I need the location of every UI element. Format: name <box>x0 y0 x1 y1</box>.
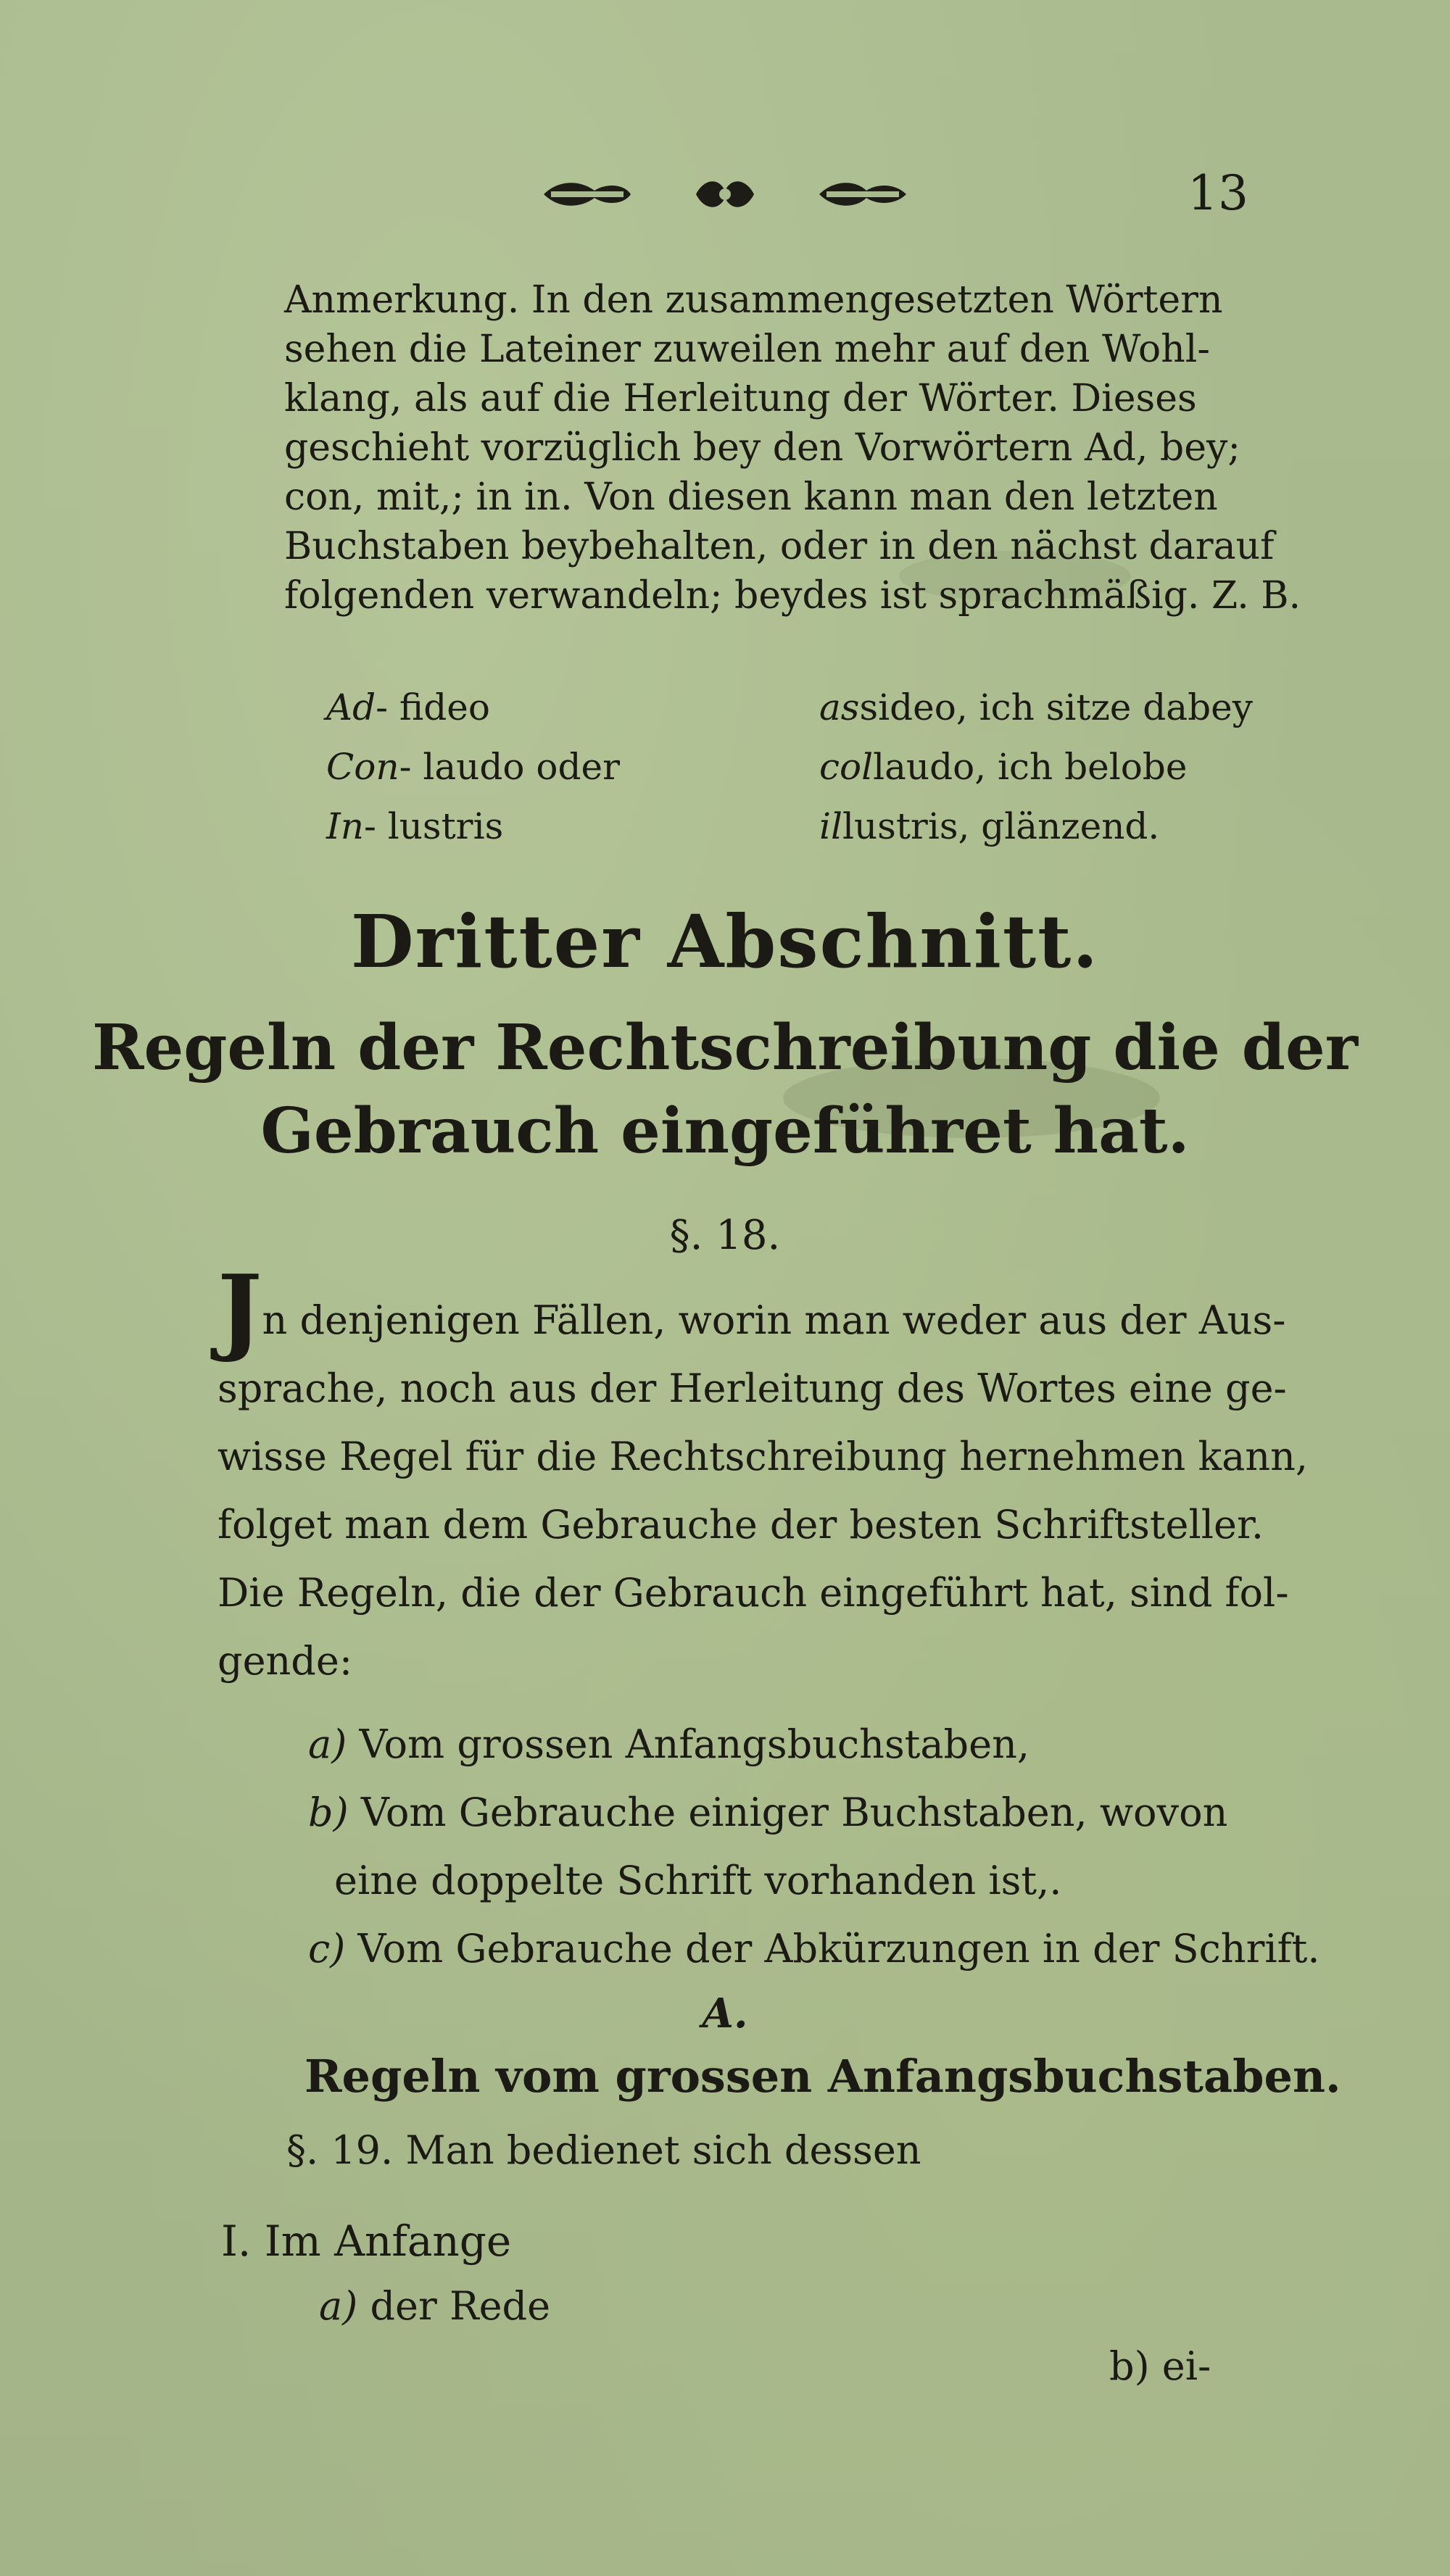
assimilated-prefix: col <box>819 746 874 788</box>
list-item <box>308 1779 1320 1847</box>
section-subtitle-line-2: Gebrauch eingeführet hat. <box>260 1094 1190 1168</box>
list-marker: c) <box>308 1926 346 1972</box>
body-line: wisse Regel für die Rechtschreibung hernehmen kann, <box>218 1434 1309 1479</box>
paragraph-number: §. 18. <box>669 1212 781 1259</box>
example-meaning: ich sitze dabey <box>979 686 1253 728</box>
roman-item: I. Im Anfange <box>221 2216 512 2266</box>
body-line: gende: <box>218 1638 353 1684</box>
note-line: klang, als auf die Herleitung der Wörter. Dieses <box>284 377 1197 420</box>
example-prefix: Con <box>326 746 399 788</box>
example-stem: - laudo <box>399 746 525 788</box>
note-line: geschieht vorzüglich bey den Vorwörtern Ad, bey; <box>284 426 1240 470</box>
sub-item-a <box>319 2283 550 2329</box>
example-row <box>326 797 1253 856</box>
page-number: 13 <box>1188 165 1248 221</box>
assimilated-rest: sideo, <box>859 686 968 728</box>
body-line: folget man dem Gebrauche der besten Schriftsteller. <box>218 1502 1264 1547</box>
list-item-text: Vom grossen Anfangsbuchstaben, <box>359 1721 1030 1767</box>
section-subtitle-line-1: Regeln der Rechtschreibung die der <box>92 1011 1358 1084</box>
example-row <box>326 678 1253 737</box>
assimilated-prefix: as <box>819 686 860 728</box>
body-line: sprache, noch aus der Herleitung des Wortes eine ge- <box>218 1366 1287 1411</box>
assimilation-examples <box>326 678 1253 856</box>
note-line: Anmerkung. In den zusammengesetzten Wörtern <box>284 278 1223 322</box>
annotation-paragraph <box>284 275 1299 620</box>
note-line: Buchstaben beybehalten, oder in den nächst darauf <box>284 525 1275 568</box>
list-item <box>308 1711 1320 1779</box>
body-line: n denjenigen Fällen, worin man weder aus der Aus- <box>262 1297 1286 1343</box>
example-stem: - lustris <box>363 805 504 847</box>
note-line: folgenden verwandeln; beydes ist sprachmäßig. Z. B. <box>284 574 1301 618</box>
list-marker: a) <box>308 1721 347 1767</box>
example-stem: - fideo <box>376 686 490 728</box>
note-line: con, mit,; in in. Von diesen kann man den letzten <box>284 475 1218 519</box>
example-prefix: In <box>326 805 364 847</box>
sub-item-text: der Rede <box>370 2283 551 2329</box>
paragraph-18-body <box>218 1254 1309 1695</box>
example-connector: oder <box>536 746 620 788</box>
example-prefix: Ad <box>326 686 376 728</box>
example-meaning: glänzend. <box>981 805 1160 847</box>
list-item-continuation: eine doppelte Schrift vorhanden ist,. <box>334 1858 1062 1903</box>
subsection-title: Regeln vom grossen Anfangsbuchstaben. <box>304 2050 1341 2103</box>
list-item-text: Vom Gebrauche der Abkürzungen in der Schrift. <box>357 1926 1320 1972</box>
example-meaning: ich belobe <box>998 746 1188 788</box>
example-row <box>326 737 1253 797</box>
drop-cap: J <box>218 1254 262 1365</box>
note-line: sehen die Lateiner zuweilen mehr auf den Wohl- <box>284 328 1210 371</box>
list-marker: a) <box>319 2283 358 2329</box>
assimilated-rest: lustris, <box>842 805 970 847</box>
list-marker: b) <box>308 1790 349 1835</box>
rules-list <box>308 1711 1320 1983</box>
section-heading: Dritter Abschnitt. <box>350 899 1100 984</box>
body-line: Die Regeln, die der Gebrauch eingeführt hat, sind fol- <box>218 1570 1289 1616</box>
assimilated-rest: laudo, <box>873 746 987 788</box>
assimilated-prefix: il <box>819 805 842 847</box>
list-item <box>308 1915 1320 1983</box>
list-item-text: Vom Gebrauche einiger Buchstaben, wovon <box>360 1790 1228 1835</box>
subsection-letter: A. <box>702 1990 748 2037</box>
header-ornament <box>536 173 914 216</box>
catchword: b) ei- <box>1109 2343 1211 2389</box>
paragraph-19: §. 19. Man bedienet sich dessen <box>286 2127 921 2173</box>
